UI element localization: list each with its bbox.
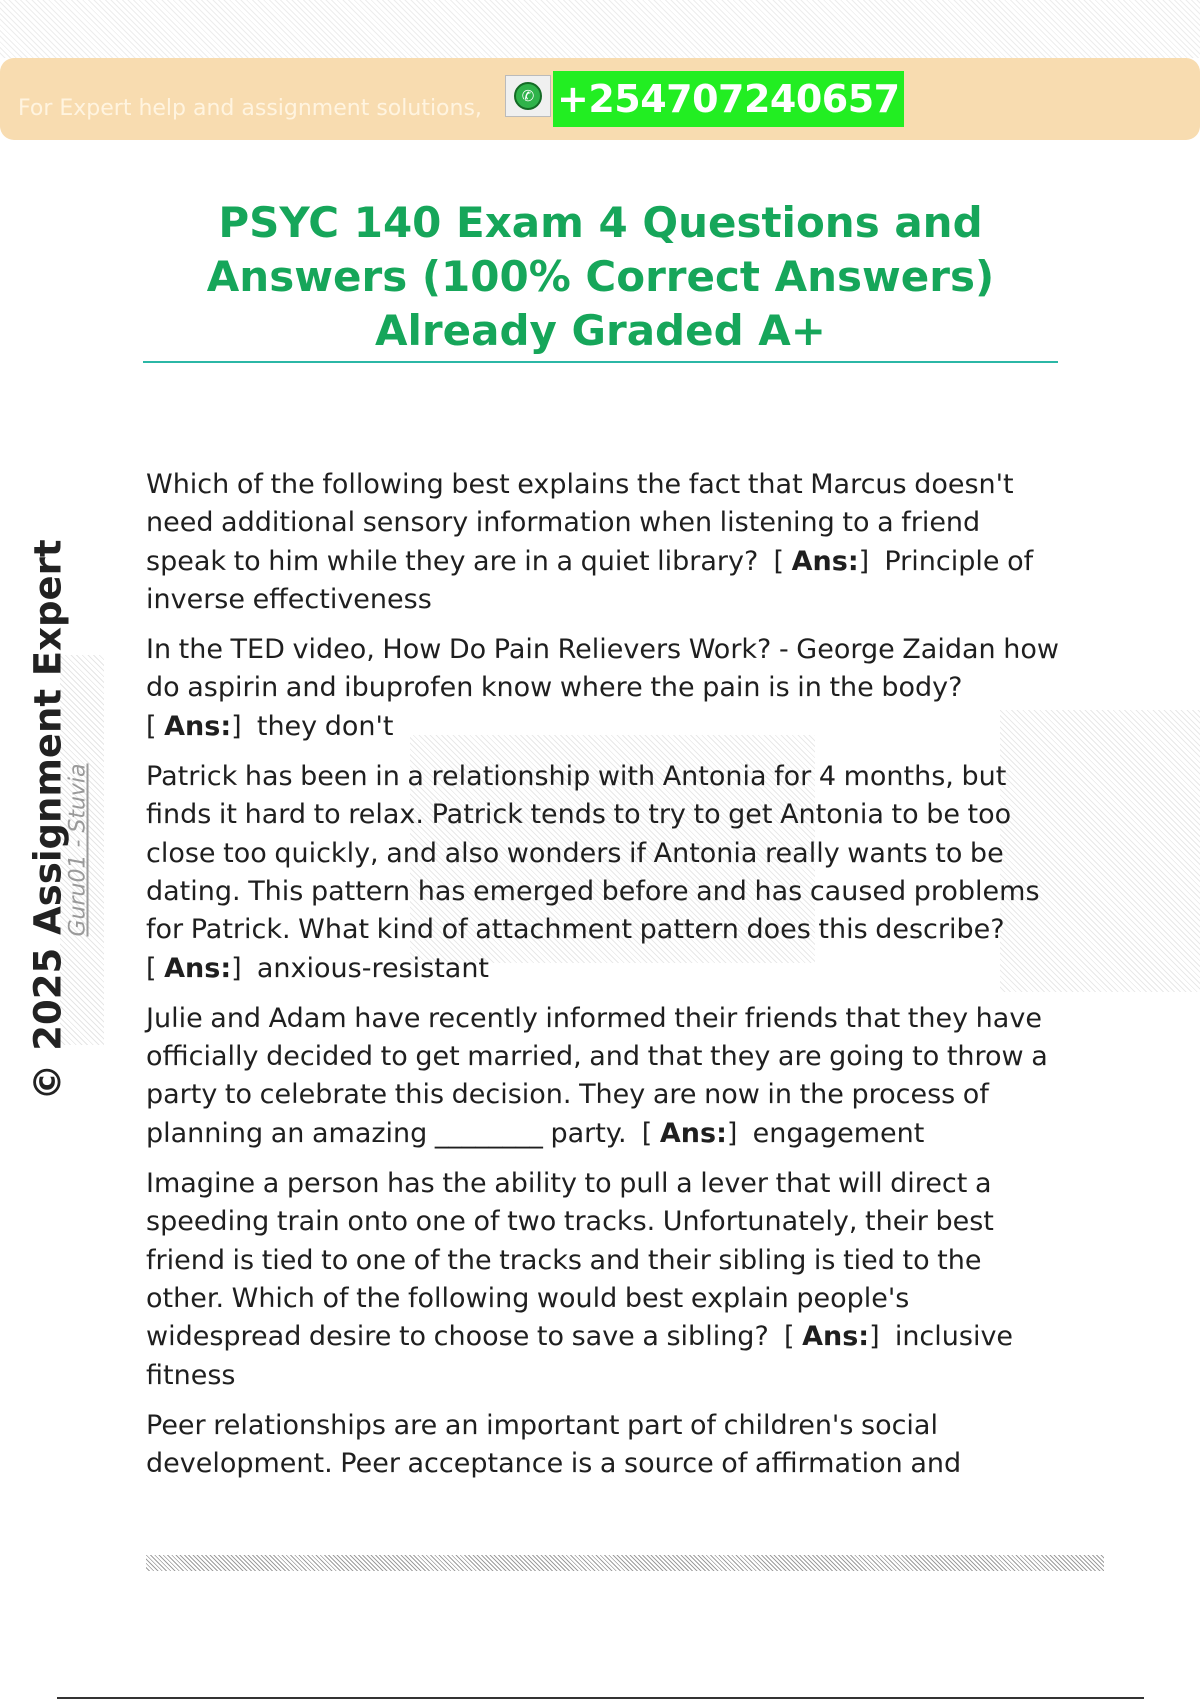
copyright-watermark: © 2025 Assignment Expert [26,539,70,1101]
page-bottom-rule [57,1697,1144,1699]
question-text: Peer relationships are an important part of children's social development. Peer acceptance is a source of affirmation and [146,1409,962,1480]
phone-number-link[interactable]: +254707240657 [553,71,904,127]
answer-text: Principle of inverse effectiveness [146,545,1034,615]
question-text: Patrick has been in a relationship with Antonia for 4 months, but finds it hard to relax. Patrick tends to try to get Antonia to be too close too quickly, and also wonders if Antonia really wants to be dating. This pattern has emerged before and has caused problems for Patrick. What kind of attachment pattern does this describe? [146,761,1040,946]
answer-tag: [ Ans:] [146,952,242,984]
question-text: In the TED video, How Do Pain Relievers Work? - George Zaidan how do aspirin and ibuprofen know where the pain is in the body? [146,634,1059,704]
question-text: Julie and Adam have recently informed their friends that they have officially decided to get married, and that they are going to throw a party to celebrate this decision. They are now in the process of planning an amazing ________ party. [146,1002,1048,1149]
answer-text: inclusive fitness [146,1321,1014,1391]
qa-item [146,631,1061,746]
whatsapp-icon[interactable] [505,75,551,117]
answer-tag: [ Ans:] [773,545,870,577]
qa-item [146,758,1061,988]
top-watermark-pattern [0,0,1200,58]
question-text: Imagine a person has the ability to pull a lever that will direct a speeding train onto one of two tracks. Unfortunately, their best friend is tied to one of the tracks and their sibling is tied to the other. Which of the following would best explain people's widespread desire to choose to save a sibling? [146,1168,994,1353]
answer-text: they don't [256,710,394,742]
document-title: PSYC 140 Exam 4 Questions and Answers (100% Correct Answers) Already Graded A+ [206,198,995,355]
qa-item [146,1407,1061,1484]
qa-item [146,1000,1061,1153]
qa-list [146,466,1061,1495]
qa-item [146,466,1061,619]
footer-watermark-pattern [146,1555,1104,1571]
author-watermark: Guru01 - Stuvia [65,763,91,937]
qa-item [146,1165,1061,1395]
title-divider [143,361,1058,363]
banner-text: For Expert help and assignment solutions, [18,96,482,121]
phone-glyph-icon: ✆ [514,82,542,110]
answer-tag: [ Ans:] [641,1117,738,1149]
answer-text: anxious-resistant [256,952,490,984]
question-text: Which of the following best explains the fact that Marcus doesn't need additional sensory information when listening to a friend speak to him while they are in a quiet library? [146,469,1014,577]
answer-tag: [ Ans:] [783,1321,880,1353]
answer-tag: [ Ans:] [146,710,242,742]
answer-text: engagement [752,1117,925,1149]
